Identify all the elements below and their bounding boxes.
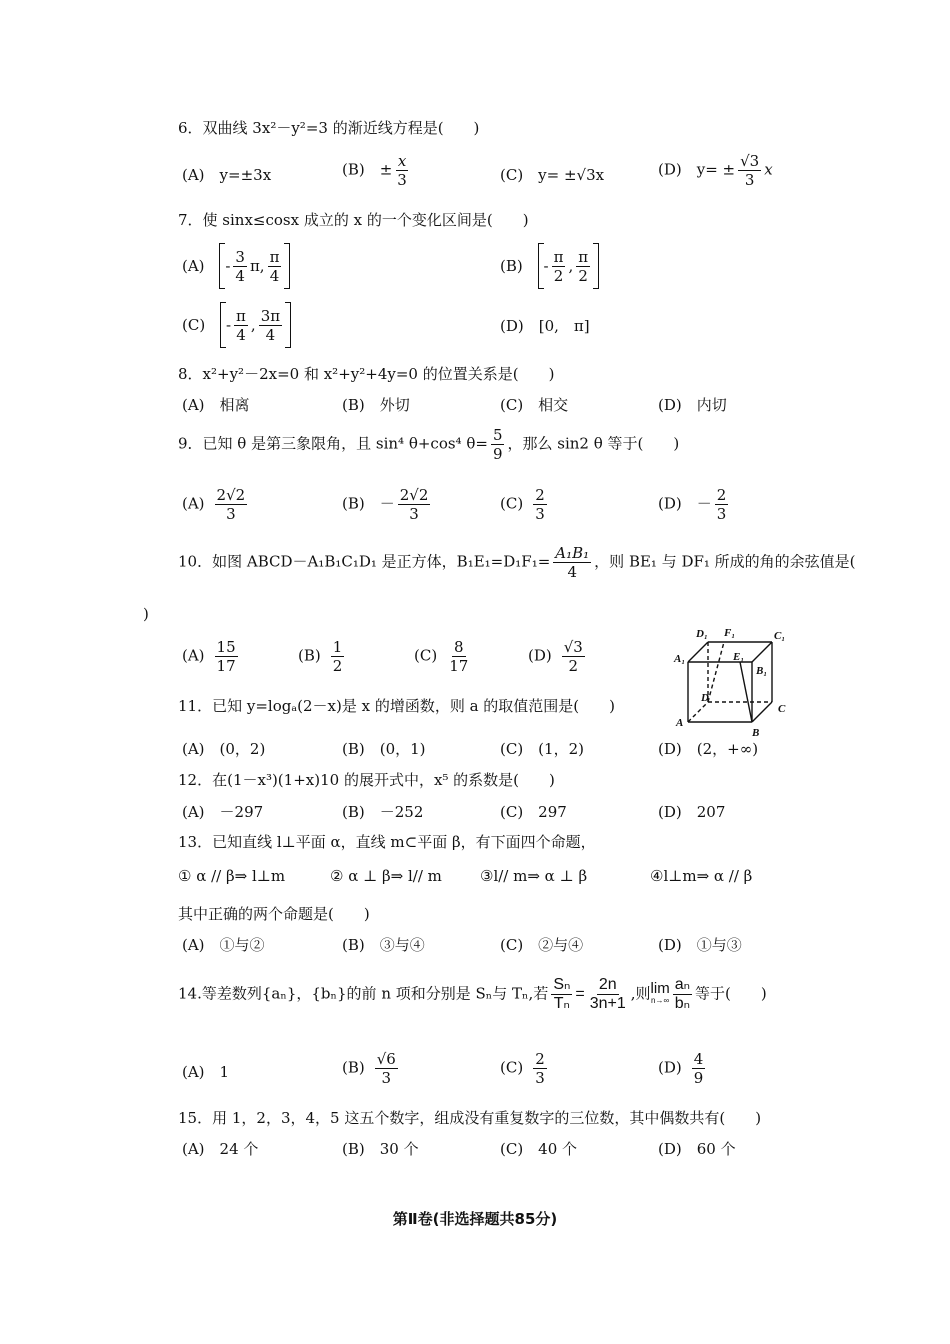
q10-option-c: (C) $\frac{8}{17}$ — [414, 638, 469, 675]
q11-option-b: (B) (0，1) — [342, 740, 426, 758]
q8-option-d: (D) 内切 — [658, 396, 727, 414]
q8-option-a: (A) 相离 — [182, 396, 250, 414]
q14-option-d: (D) $\frac{4}{9}$ — [658, 1050, 704, 1087]
edge-a1-d1 — [688, 642, 708, 662]
q13-proposition-4: ④l⊥m⇒ α // β — [650, 867, 753, 885]
q12-option-a: (A) －297 — [182, 803, 264, 821]
q10-stem: 10．如图 ABCD－A₁B₁C₁D₁ 是正方体，B₁E₁=D₁F₁= $\frac{\text{A₁B₁}}{4}$ ，则 BE₁ 与 DF₁ 所成的角的余弦值是( — [178, 544, 856, 581]
label-c: C — [778, 703, 786, 715]
q15-stem: 15．用 1，2，3，4，5 这五个数字，组成没有重复数字的三位数，其中偶数共有( ) — [178, 1109, 762, 1127]
q11-stem: 11．已知 y=logₐ(2－x)是 x 的增函数，则 a 的取值范围是( ) — [178, 697, 616, 715]
q13-proposition-2: ② α ⊥ β⇒ l// m — [330, 867, 442, 885]
q15-option-d: (D) 60 个 — [658, 1140, 736, 1158]
label-a: A — [676, 717, 684, 729]
q8-option-b: (B) 外切 — [342, 396, 410, 414]
q7-option-c: (C) - $\frac{\pi}{4}$ , $\frac{3\pi}{4}$ — [182, 302, 291, 348]
q7-option-d: (D) [0, π] — [500, 317, 590, 335]
q14-option-a: (A) 1 — [182, 1063, 230, 1081]
q10-stem-close: ) — [143, 605, 149, 623]
q6-option-c: (C) y= ±√3x — [500, 166, 605, 184]
q14-option-c: (C) $\frac{2}{3}$ — [500, 1050, 545, 1087]
q8-option-c: (C) 相交 — [500, 396, 569, 414]
edge-b-c — [752, 702, 772, 722]
q13-option-c: (C) ②与④ — [500, 936, 584, 954]
label-e1: E₁ — [733, 651, 745, 663]
label-a1: A₁ — [674, 653, 686, 665]
q13-stem: 13．已知直线 l⊥平面 α，直线 m⊂平面 β，有下面四个命题， — [178, 833, 596, 851]
label-d1: D₁ — [696, 628, 708, 640]
q13-option-d: (D) ①与③ — [658, 936, 742, 954]
q15-option-c: (C) 40 个 — [500, 1140, 578, 1158]
label-b: B — [752, 727, 760, 739]
q11-option-d: (D) (2，+∞) — [658, 740, 759, 758]
label-d: D — [701, 692, 709, 704]
label-f1: F₁ — [724, 627, 736, 639]
q10-option-b: (B) $\frac{1}{2}$ — [298, 638, 343, 675]
section-title: 第Ⅱ卷(非选择题共85分) — [392, 1210, 558, 1228]
q12-option-b: (B) －252 — [342, 803, 424, 821]
label-c1: C₁ — [774, 630, 786, 642]
q14-stem: 14.等差数列{aₙ}，{bₙ}的前 n 项和分别是 Sₙ与 Tₙ,若 $\frac{\text{Sₙ}}{\text{Tₙ}}$ = $\frac{2n}{3n+1}$ ,则 lim n→∞ $\frac{\text{aₙ}}{\text{bₙ}}$ 等于( ) — [178, 976, 767, 1012]
cube-figure — [668, 622, 798, 740]
q15-option-b: (B) 30 个 — [342, 1140, 419, 1158]
q13-option-b: (B) ③与④ — [342, 936, 425, 954]
q15-option-a: (A) 24 个 — [182, 1140, 259, 1158]
edge-a-d — [688, 702, 708, 722]
segment-b-e1 — [740, 662, 752, 722]
q9-option-a: (A) $\frac{2√2}{3}$ — [182, 486, 246, 523]
q9-option-b: (B) － $\frac{2√2}{3}$ — [342, 486, 429, 523]
q6-stem: 6．双曲线 3x²－y²=3 的渐近线方程是( ) — [178, 119, 480, 137]
q12-option-c: (C) 297 — [500, 803, 567, 821]
q7-stem: 7．使 sinx≤cosx 成立的 x 的一个变化区间是( ) — [178, 211, 529, 229]
q12-stem: 12．在(1－x³)(1+x)10 的展开式中，x⁵ 的系数是( ) — [178, 771, 555, 789]
q7-option-a: (A) - $\frac{3}{4}$ π, $\frac{\pi}{4}$ — [182, 243, 290, 289]
q10-option-d: (D) $\frac{√3}{2}$ — [528, 638, 583, 675]
q13-proposition-1: ① α // β⇒ l⊥m — [178, 867, 286, 885]
q11-option-a: (A) (0，2) — [182, 740, 266, 758]
segment-d-f1 — [708, 642, 724, 702]
q6-option-d: (D) y= ± $\frac{√3}{3}$ x — [658, 152, 773, 189]
q12-option-d: (D) 207 — [658, 803, 726, 821]
q9-option-c: (C) $\frac{2}{3}$ — [500, 486, 545, 523]
q13-proposition-3: ③l// m⇒ α ⊥ β — [480, 867, 588, 885]
q9-option-d: (D) － $\frac{2}{3}$ — [658, 486, 727, 523]
q14-option-b: (B) $\frac{√6}{3}$ — [342, 1050, 396, 1087]
q9-stem: 9．已知 θ 是第三象限角，且 sin⁴ θ+cos⁴ θ= $\frac{5}{9}$ ，那么 sin2 θ 等于( ) — [178, 426, 680, 463]
q7-option-b: (B) - $\frac{\pi}{2}$ , $\frac{\pi}{2}$ — [500, 243, 599, 289]
q11-option-c: (C) (1，2) — [500, 740, 584, 758]
q6-option-b: (B) ± $\frac{x}{3}$ — [342, 152, 407, 189]
q6-option-a: (A) y=±3x — [182, 166, 272, 184]
q8-stem: 8．x²+y²－2x=0 和 x²+y²+4y=0 的位置关系是( ) — [178, 365, 555, 383]
q10-option-a: (A) $\frac{15}{17}$ — [182, 638, 236, 675]
label-b1: B₁ — [756, 665, 768, 677]
edge-b1-c1 — [752, 642, 772, 662]
q13-option-a: (A) ①与② — [182, 936, 265, 954]
q13-stem2: 其中正确的两个命题是( ) — [178, 905, 370, 923]
